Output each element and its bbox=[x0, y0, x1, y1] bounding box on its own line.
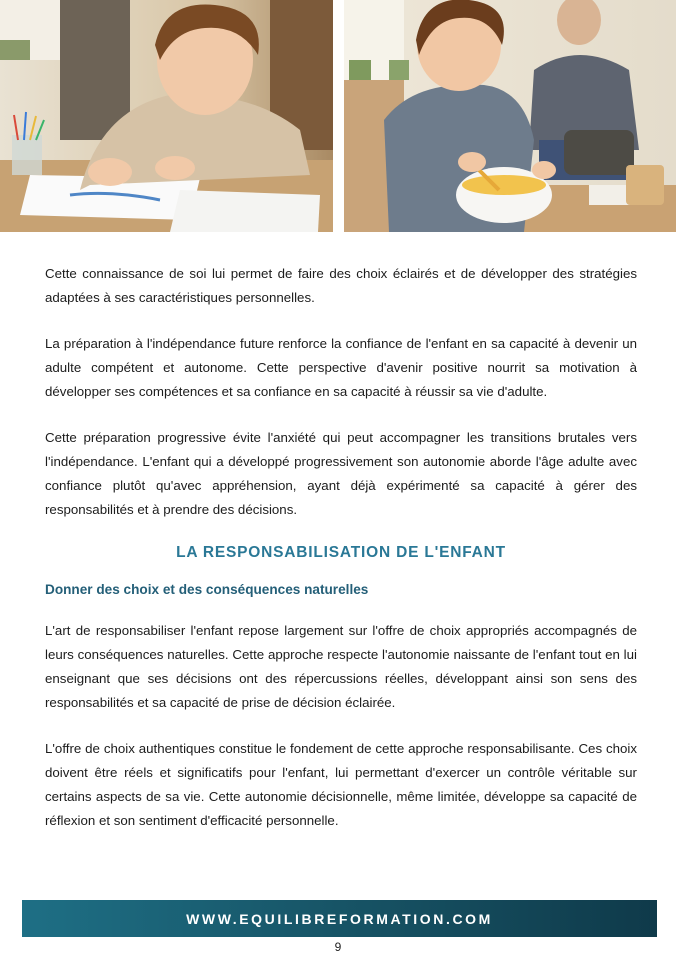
page-number: 9 bbox=[334, 940, 342, 954]
child-drawing-illustration bbox=[0, 0, 333, 232]
footer-website-link[interactable]: WWW.EQUILIBREFORMATION.COM bbox=[186, 910, 493, 927]
footer-bar bbox=[22, 900, 657, 937]
child-cooking-illustration bbox=[344, 0, 676, 232]
paragraph-progressive-prep: Cette préparation progressive évite l'anxiété qui peut accompagner les transitions brutales vers l'indépendance. L'enfant qui a développé progressivement son autonomie aborde l'âge adulte avec confiance plutôt qu'avec appréhension, ayant déjà expérimenté sa capacité à gérer des responsabilités et à prendre des décisions. bbox=[45, 430, 637, 517]
paragraph-choices: L'art de responsabiliser l'enfant repose largement sur l'offre de choix appropriés accompagnés de leurs conséquences naturelles. Cette approche respecte l'autonomie naissante de l'enfant tout en lui enseignant que ses décisions ont des répercussions réelles, développant ainsi son sens des responsabilités et sa capacité de prise de décision éclairée. bbox=[45, 623, 637, 710]
photo-child-cooking bbox=[344, 0, 676, 232]
section-title: LA RESPONSABILISATION DE L'ENFANT bbox=[176, 544, 506, 561]
paragraph-independence-prep: La préparation à l'indépendance future renforce la confiance de l'enfant en sa capacité à devenir un adulte compétent et autonome. Cette perspective d'avenir positive nourrit sa motivation à développer ses compétences et sa confiance en sa capacité à réussir sa vie d'adulte. bbox=[45, 336, 637, 399]
page-content bbox=[45, 262, 637, 855]
photo-row bbox=[0, 0, 676, 232]
paragraph-authentic-choices: L'offre de choix authentiques constitue le fondement de cette approche responsabilisante. Ces choix doivent être réels et significatifs pour l'enfant, lui permettant d'exercer un contrôle véritable sur certains aspects de sa vie. Cette autonomie décisionnelle, même limitée, développe sa capacité de réflexion et son sentiment d'efficacité personnelle. bbox=[45, 741, 637, 828]
subheading: Donner des choix et des conséquences naturelles bbox=[45, 582, 369, 597]
paragraph-self-knowledge: Cette connaissance de soi lui permet de faire des choix éclairés et de développer des stratégies adaptées à ses caractéristiques personnelles. bbox=[45, 266, 637, 305]
photo-child-drawing bbox=[0, 0, 333, 232]
